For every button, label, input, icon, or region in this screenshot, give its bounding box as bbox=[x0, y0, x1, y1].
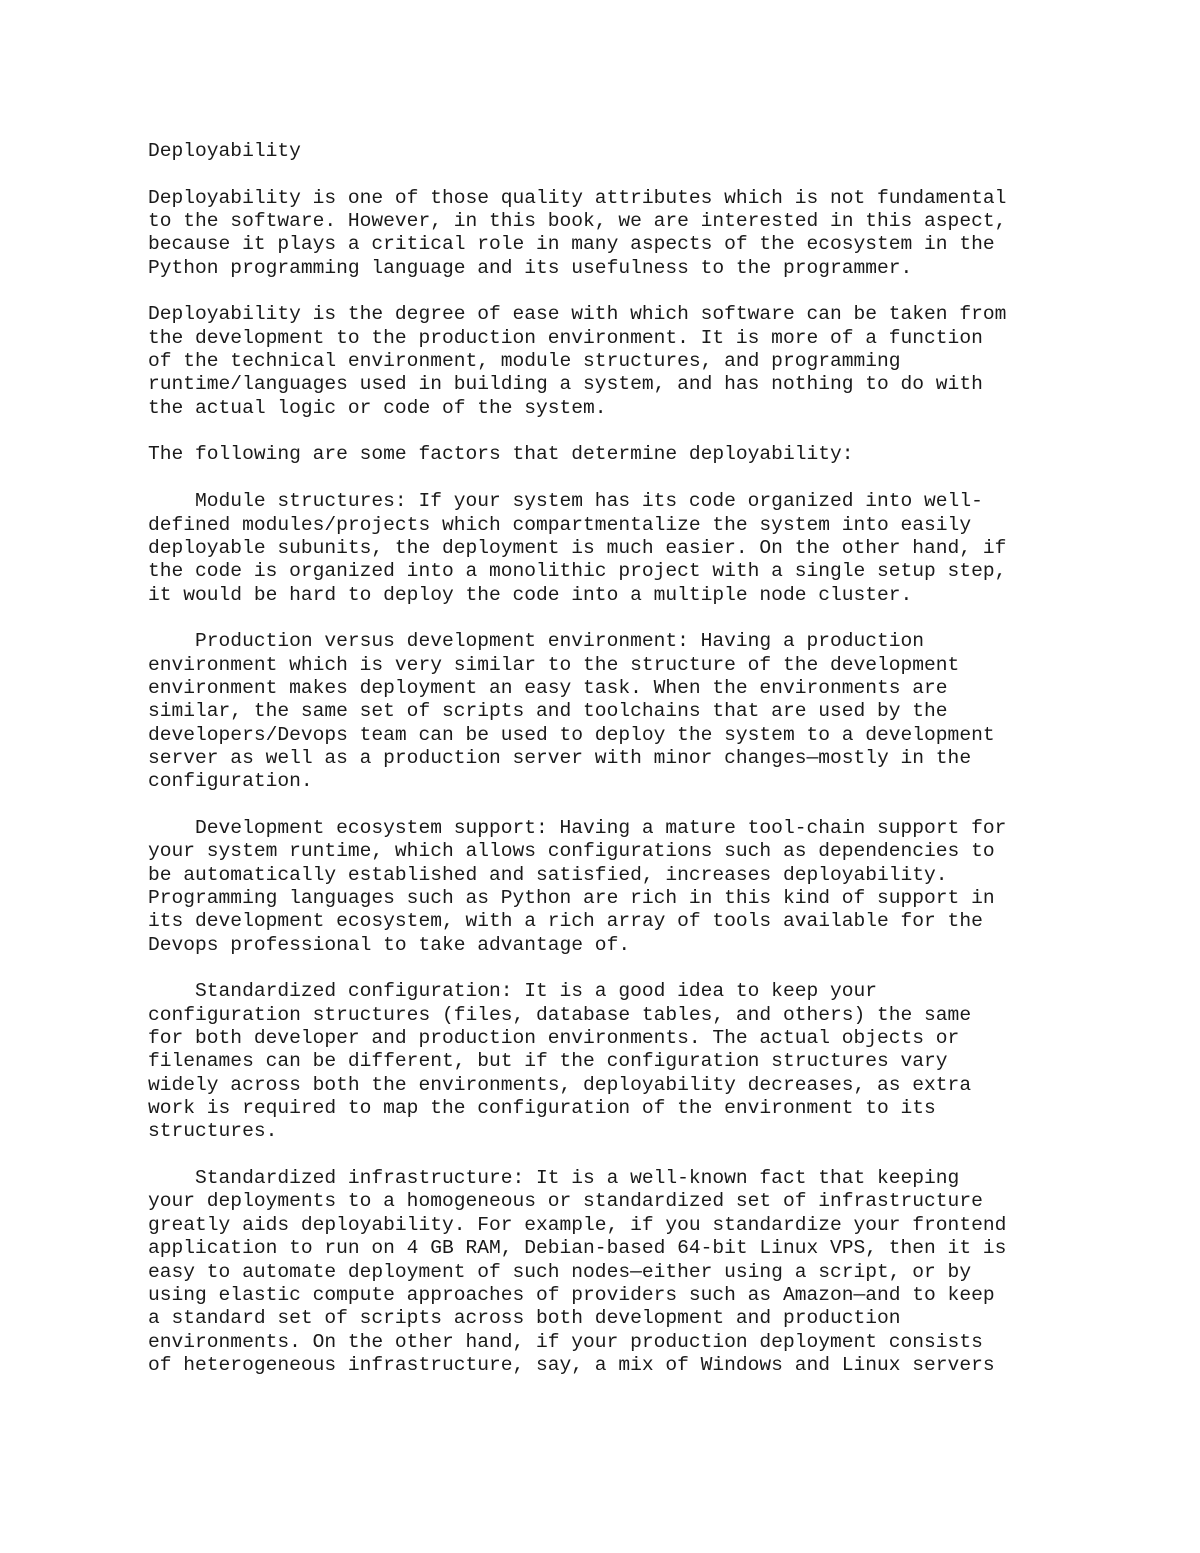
text-line: environment which is very similar to the structure of the development bbox=[148, 653, 960, 676]
text-line: your deployments to a homogeneous or standardized set of infrastructure bbox=[148, 1190, 983, 1213]
text-line: configuration structures (files, database tables, and others) the same bbox=[148, 1003, 972, 1026]
text-line: The following are some factors that determine deployability: bbox=[148, 443, 854, 466]
text-line: Standardized configuration: It is a good idea to keep your bbox=[148, 980, 878, 1003]
text-line: using elastic compute approaches of providers such as Amazon—and to keep bbox=[148, 1283, 995, 1306]
text-line: Standardized infrastructure: It is a well-known fact that keeping bbox=[148, 1167, 960, 1190]
text-line: greatly aids deployability. For example, if you standardize your frontend bbox=[148, 1213, 1007, 1236]
text-line: Deployability is one of those quality attributes which is not fundamental bbox=[148, 186, 1007, 209]
document-body bbox=[148, 187, 1078, 1378]
document-title: Deployability bbox=[148, 140, 301, 162]
text-line: widely across both the environments, deployability decreases, as extra bbox=[148, 1073, 972, 1096]
paragraph-standardized-configuration bbox=[148, 980, 1078, 1143]
text-line: server as well as a production server with minor changes—mostly in the bbox=[148, 746, 972, 769]
paragraph-intro-2 bbox=[148, 303, 1078, 420]
text-line: structures. bbox=[148, 1120, 278, 1143]
text-line: it would be hard to deploy the code into a multiple node cluster. bbox=[148, 583, 913, 606]
text-line: application to run on 4 GB RAM, Debian-based 64-bit Linux VPS, then it is bbox=[148, 1237, 1007, 1260]
text-line: Programming languages such as Python are rich in this kind of support in bbox=[148, 887, 995, 909]
text-line: of the technical environment, module structures, and programming bbox=[148, 350, 901, 373]
text-line: for both developer and production environments. The actual objects or bbox=[148, 1027, 960, 1050]
text-line: Python programming language and its usefulness to the programmer. bbox=[148, 256, 913, 279]
text-line: because it plays a critical role in many aspects of the ecosystem in the bbox=[148, 233, 995, 256]
text-line: to the software. However, in this book, we are interested in this aspect, bbox=[148, 210, 1007, 233]
paragraph-intro-1 bbox=[148, 187, 1078, 280]
text-line: filenames can be different, but if the configuration structures vary bbox=[148, 1050, 948, 1073]
text-line: be automatically established and satisfied, increases deployability. bbox=[148, 863, 948, 886]
paragraph-module-structures bbox=[148, 490, 1078, 607]
paragraph-factors-intro bbox=[148, 443, 1078, 466]
text-line: the code is organized into a monolithic project with a single setup step, bbox=[148, 560, 1007, 583]
text-line: environments. On the other hand, if your production deployment consists bbox=[148, 1330, 983, 1353]
text-line: Deployability is the degree of ease with which software can be taken from bbox=[148, 303, 1007, 326]
text-line: Devops professional to take advantage of. bbox=[148, 933, 631, 956]
text-line: deployable subunits, the deployment is much easier. On the other hand, if bbox=[148, 536, 1007, 559]
text-line: Production versus development environment: Having a production bbox=[148, 630, 925, 653]
text-line: Development ecosystem support: Having a mature tool-chain support for bbox=[148, 816, 1007, 839]
text-line: easy to automate deployment of such nodes—either using a script, or by bbox=[148, 1260, 972, 1283]
text-line: developers/Devops team can be used to deploy the system to a development bbox=[148, 723, 995, 746]
text-line: Module structures: If your system has its code organized into well- bbox=[148, 490, 983, 513]
paragraph-standardized-infrastructure bbox=[148, 1167, 1078, 1377]
text-line: a standard set of scripts across both development and production bbox=[148, 1307, 901, 1330]
text-line: your system runtime, which allows configurations such as dependencies to bbox=[148, 840, 995, 863]
text-line: of heterogeneous infrastructure, say, a mix of Windows and Linux servers bbox=[148, 1353, 995, 1376]
paragraph-development-ecosystem bbox=[148, 817, 1078, 957]
text-line: its development ecosystem, with a rich array of tools available for the bbox=[148, 910, 983, 933]
document-page bbox=[148, 140, 1078, 1401]
text-line: runtime/languages used in building a system, and has nothing to do with bbox=[148, 373, 983, 396]
text-line: configuration. bbox=[148, 770, 313, 793]
paragraph-production-vs-development bbox=[148, 630, 1078, 793]
text-line: the actual logic or code of the system. bbox=[148, 396, 607, 419]
text-line: the development to the production environment. It is more of a function bbox=[148, 326, 983, 349]
text-line: similar, the same set of scripts and toolchains that are used by the bbox=[148, 700, 948, 723]
text-line: work is required to map the configuration of the environment to its bbox=[148, 1097, 936, 1120]
text-line: defined modules/projects which compartmentalize the system into easily bbox=[148, 513, 972, 536]
text-line: environment makes deployment an easy task. When the environments are bbox=[148, 676, 948, 699]
